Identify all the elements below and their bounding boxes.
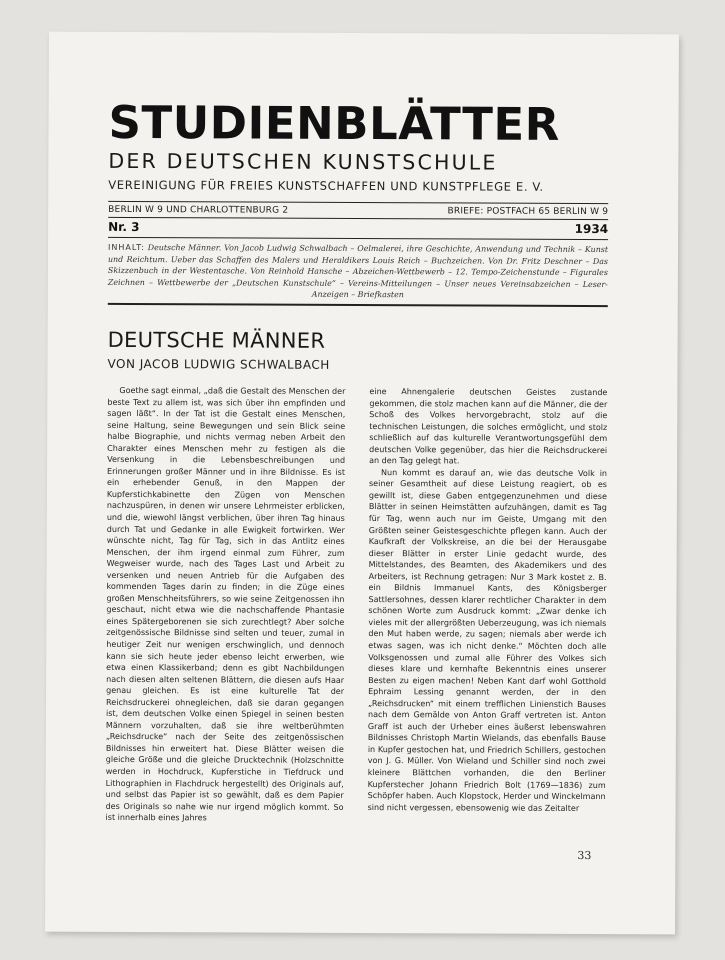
article-column-left [106, 385, 346, 825]
masthead-association: VEREINIGUNG FÜR FREIES KUNSTSCHAFFEN UND KUNSTPFLEGE E. V. [108, 177, 544, 194]
article-paragraph: Nun kommt es darauf an, wie das deutsche Volk in seiner Gesamtheit auf diese Leistung reagiert, ob es gewillt ist, diese Gaben entgegenzunehmen und diese Blätter in seinen Heimstätten aufzuhängen, damit es Tag für Tag, wenn auch nur im Geiste, Umgang mit den Größten seiner Geistesgeschichte pflegen kann. Auch der Kaufkraft der Volkskreise, an die bei der Herausgabe dieser Blätter in erster Linie gedacht wurde, des Mittelstandes, des Beamten, des Akademikers und des Arbeiters, ist Rechnung getragen: Nur 3 Mark kostet z. B. ein Bildnis Immanuel Kants, des Königsberger Sattlersohnes, dessen klarer rechtlicher Charakter in dem schönen Worte zum Ausdruck kommt: „Zwar denke ich vieles mit der allergrößten Ueberzeugung, was ich niemals den Mut haben werde, zu sagen; niemals aber werde ich etwas sagen, was ich nicht denke.“ Möchten doch alle Volksgenossen und zumal alle Führer des Volkes sich dieses klare und kernhafte Bekenntnis eines unserer Besten zu eigen machen! Neben Kant darf wohl Gotthold Ephraim Lessing genannt werden, der in den „Reichsdrucken“ mit einem trefflichen Linienstich Bauses nach dem Gemälde von Anton Graff vertreten ist. Anton Graff ist auch der Urheber eines äußerst lebenswahren Bildnisses Christoph Martin Wielands, das ebenfalls Bause in Kupfer gestochen hat, und Friedrich Schillers, gestochen von J. G. Müller. Von Wieland und Schiller sind noch zwei kleinere Blättchen vorhanden, die den Berliner Kupferstecher Johann Friedrich Bolt (1769—1836) zum Schöpfer haben. Auch Klopstock, Herder und Winckelmann sind nicht vergessen, ebensowenig wie das Zeitalter [367, 467, 608, 813]
page-number: 33 [577, 848, 592, 863]
address-right: BRIEFE: POSTFACH 65 BERLIN W 9 [447, 206, 609, 218]
contents-label: INHALT: [108, 242, 145, 253]
issue-row [108, 218, 608, 239]
magazine-page [45, 32, 679, 935]
page-content [105, 95, 609, 826]
article-paragraph: eine Ahnengalerie deutschen Geistes zustande gekommen, die stolz machen kann auf die Männer, die der Schoß des Volkes hervorgebracht, stolz auf die technischen Leistungen, die solches ermöglicht, und stolz schließlich auf das kulturelle Verantwortungsgefühl dem deutschen Volke gegenüber, das hier die Reichsdruckerei an den Tag gelegt hat. [369, 387, 608, 466]
article-author: VON JACOB LUDWIG SCHWALBACH [107, 356, 330, 372]
article-paragraph: Goethe sagt einmal, „daß die Gestalt des Menschen der beste Text zu allem ist, was sich über ihn empfinden und sagen läßt“. In der Tat ist die Gestalt eines Menschen, seine Haltung, seine Bewegungen und sein Blick seine halbe Biographie, und nichts vermag neben Arbeit den Charakter eines Menschen mehr zu festigen als die Versenkung in die Lebensbeschreibungen und Erinnerungen großer Männer und in ihre Bildnisse. Es ist ein erhebender Genuß, in den Mappen der Kupferstichkabinette den Zügen von Menschen nachzuspüren, in denen wir unsere Lehrmeister erblicken, und die, wiewohl längst verblichen, über ihren Tag hinaus durch Tat und Gedanke in alle Ewigkeit fortwirken. Wer wünschte nicht, Tag für Tag, sich in das Antlitz eines Menschen, der ihm irgend einmal zum Führer, zum Wegweiser wurde, nach des Tages Last und Arbeit zu versenken und neuen Antrieb für die Aufgaben des kommenden Tages darin zu finden; in die Züge eines großen Menschheitsführers, so wie seine Zeitgenossen ihn geschaut, nicht etwa wie die nachschaffende Phantasie eines Spätergeborenen sie sich zurechtlegt? Aber solche zeitgenössische Bildnisse sind selten und teuer, zumal in heutiger Zeit nur wenigen erschwinglich, und dennoch kann sie sich heute jeder ebenso leicht erwerben, wie etwa einen Klassikerband; denn es gibt Nachbildungen nach diesen alten seltenen Blättern, die diesen aufs Haar genau gleichen. Es ist eine kulturelle Tat der Reichsdruckerei ohnegleichen, daß sie daran gegangen ist, dem deutschen Volke einen Spiegel in seinen besten Männern vorzuhalten, daß sie ihre weltberühmten „Reichsdrucke“ nach der Seite des zeitgenössischen Bildnisses hin erweitert hat. Diese Blätter weisen die gleiche Größe und die gleiche Drucktechnik (Holzschnitte werden in Hochdruck, Kupferstiche in Tiefdruck und Lithographien in Flachdruck hergestellt) des Originals auf, und selbst das Papier ist so gewählt, daß es dem Papier des Originals so nahe wie nur irgend möglich kommt. So ist innerhalb eines Jahres [105, 385, 346, 823]
issue-year: 1934 [574, 221, 609, 237]
table-of-contents [108, 238, 608, 305]
article-title: DEUTSCHE MÄNNER [107, 327, 326, 353]
issue-number: Nr. 3 [108, 219, 140, 235]
contents-text: Deutsche Männer. Von Jacob Ludwig Schwalbach – Oelmalerei, ihre Geschichte, Anwendung und Technik – Kunst und Reichtum. Ueber das Schaffen des Malers und Heraldikers Louis Reich – Buchzeichen. Von Dr. Fritz Deschner – Das Skizzenbuch in der Westentasche. Von Reinhold Hansche – Abzeichen-Wettbewerb – 12. Tempo-Zeichenstunde – Figurales Zeichnen – Wettbewerbe der „Deutschen Kunstschule“ – Vereins-Mitteilungen – Unser neues Vereinsabzeichen – Leser-Anzeigen – Briefkasten [107, 243, 609, 300]
article-body [106, 385, 608, 826]
article-column-right [368, 386, 608, 826]
masthead-title: STUDIENBLÄTTER [108, 95, 560, 151]
masthead-subtitle: DER DEUTSCHEN KUNSTSCHULE [108, 148, 498, 175]
address-left: BERLIN W 9 UND CHARLOTTENBURG 2 [108, 204, 289, 216]
